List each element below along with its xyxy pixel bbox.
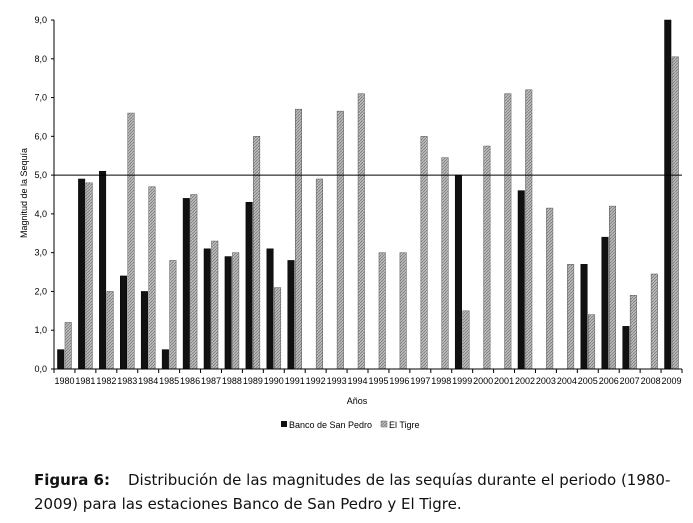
bar-el-tigre [170,260,177,369]
x-tick-label: 2002 [514,376,536,386]
x-tick-label: 2001 [494,376,515,386]
bar-el-tigre [316,179,323,369]
x-tick-label: 1999 [452,376,473,386]
bar-el-tigre [358,94,365,369]
x-tick-label: 1990 [263,376,284,386]
y-tick-label: 7,0 [34,92,47,103]
x-tick-label: 1980 [54,376,75,386]
bar-el-tigre [505,94,512,369]
y-tick-label: 1,0 [34,325,47,336]
bar-banco-de-san-pedro [288,260,295,369]
y-tick-label: 5,0 [34,170,47,181]
bar-banco-de-san-pedro [602,237,609,369]
x-tick-label: 1991 [284,376,305,386]
x-tick-label: 1998 [431,376,452,386]
bar-el-tigre [149,187,156,369]
bar-el-tigre [253,136,260,369]
x-tick-label: 2003 [535,376,556,386]
x-tick-label: 1981 [75,376,96,386]
y-tick-label: 6,0 [34,131,47,142]
bar-el-tigre [630,295,637,369]
bar-el-tigre [295,109,302,369]
bar-el-tigre [546,208,553,369]
bar-banco-de-san-pedro [120,276,127,369]
legend [281,420,420,430]
x-tick-label: 1988 [221,376,242,386]
bar-layer [57,20,678,369]
bar-el-tigre [337,111,344,369]
x-tick-label: 1986 [180,376,201,386]
bar-el-tigre [212,241,219,369]
bar-el-tigre [86,183,93,369]
x-tick-label: 2000 [473,376,494,386]
bar-el-tigre [232,253,239,369]
x-tick-label: 1984 [138,376,159,386]
y-tick-label: 0,0 [34,364,47,374]
y-axis-label: Magnitud de la Sequía [19,147,29,239]
x-tick-label: 1994 [347,376,368,386]
bar-el-tigre [191,195,198,370]
bar-banco-de-san-pedro [455,175,462,369]
bar-el-tigre [651,274,658,369]
bar-banco-de-san-pedro [518,191,525,369]
bar-el-tigre [588,315,595,369]
x-tick-label: 1985 [159,376,180,386]
bar-el-tigre [65,322,72,369]
figure-caption [34,468,674,516]
bar-el-tigre [400,253,407,369]
caption-text: Distribución de las magnitudes de las sequías durante el periodo (1980-2009) para las estaciones Banco de San Pedro y El Tigre. [34,471,671,513]
y-tick-labels [34,15,54,374]
x-tick-label: 1987 [200,376,222,386]
bar-el-tigre [421,136,428,369]
bar-el-tigre [609,206,616,369]
bar-el-tigre [128,113,134,369]
x-tick-label: 2005 [577,376,598,386]
bar-banco-de-san-pedro [204,249,211,369]
bar-banco-de-san-pedro [267,249,274,369]
x-axis-label: Años [346,396,368,406]
x-tick-label: 1997 [410,376,431,386]
bar-el-tigre [442,158,449,369]
legend-swatch-banco [281,421,287,427]
y-tick-label: 8,0 [34,53,47,64]
bar-banco-de-san-pedro [665,20,672,369]
x-tick-label: 1992 [305,376,326,386]
x-tick-label: 1989 [242,376,263,386]
bar-banco-de-san-pedro [57,350,64,369]
legend-label-tigre: El Tigre [389,420,420,430]
x-tick-label: 1993 [326,376,347,386]
bar-el-tigre [672,57,679,369]
x-tick-label: 1996 [389,376,410,386]
bar-el-tigre [379,253,386,369]
y-tick-label: 4,0 [34,208,47,219]
x-tick-label: 1983 [117,376,138,386]
bar-el-tigre [526,90,533,369]
legend-label-banco: Banco de San Pedro [289,420,373,430]
y-tick-label: 2,0 [34,286,47,297]
bar-banco-de-san-pedro [183,198,190,369]
x-tick-label: 2006 [598,376,619,386]
bar-banco-de-san-pedro [225,257,232,369]
x-tick-label: 2009 [661,376,682,386]
y-tick-label: 9,0 [34,15,47,25]
bar-banco-de-san-pedro [141,291,148,369]
x-tick-label: 1982 [96,376,117,386]
x-tick-label: 2004 [556,376,577,386]
bar-el-tigre [484,146,491,369]
bar-banco-de-san-pedro [99,171,106,369]
bar-banco-de-san-pedro [246,202,253,369]
bar-el-tigre [463,311,470,369]
bar-el-tigre [107,291,114,369]
bar-el-tigre [274,288,281,369]
x-tick-label: 2007 [619,376,640,386]
caption-label: Figura 6: [34,471,110,489]
x-tick-label: 1995 [368,376,389,386]
bar-banco-de-san-pedro [581,264,588,369]
bar-banco-de-san-pedro [78,179,85,369]
y-tick-label: 3,0 [34,247,47,258]
x-tick-label: 2008 [640,376,661,386]
bar-banco-de-san-pedro [623,326,630,369]
x-tick-labels [54,369,682,386]
legend-swatch-tigre [381,421,387,427]
bar-banco-de-san-pedro [162,350,169,369]
axes [54,20,682,369]
bar-el-tigre [567,264,574,369]
